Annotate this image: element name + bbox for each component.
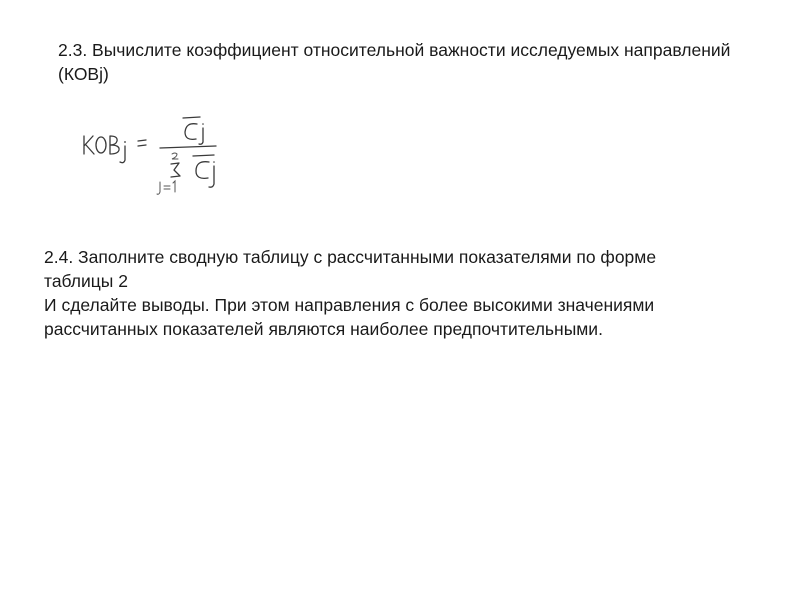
task-2-3-line-2: (КОВj) — [58, 64, 109, 84]
task-2-4-line-2: таблицы 2 — [44, 271, 128, 291]
task-2-3-line-1: 2.3. Вычислите коэффициент относительной важности исследуемых направлений — [58, 40, 731, 60]
task-2-3-text — [58, 38, 800, 86]
handwritten-formula-image — [74, 108, 244, 208]
formula-denominator-term — [193, 155, 215, 187]
formula-numerator — [183, 117, 204, 144]
formula-fraction-bar — [160, 146, 216, 148]
formula-drawing — [74, 108, 244, 208]
formula-equals — [138, 140, 146, 146]
task-2-4-line-4: рассчитанных показателей являются наиболее предпочтительными. — [44, 319, 603, 339]
formula-lhs — [84, 136, 126, 163]
task-2-4-line-1: 2.4. Заполните сводную таблицу с рассчитанными показателями по форме — [44, 247, 657, 267]
task-2-4-text — [44, 245, 656, 341]
task-2-4-line-3: И сделайте выводы. При этом направления с более высокими значениями — [44, 295, 655, 315]
formula-sum — [157, 153, 180, 194]
